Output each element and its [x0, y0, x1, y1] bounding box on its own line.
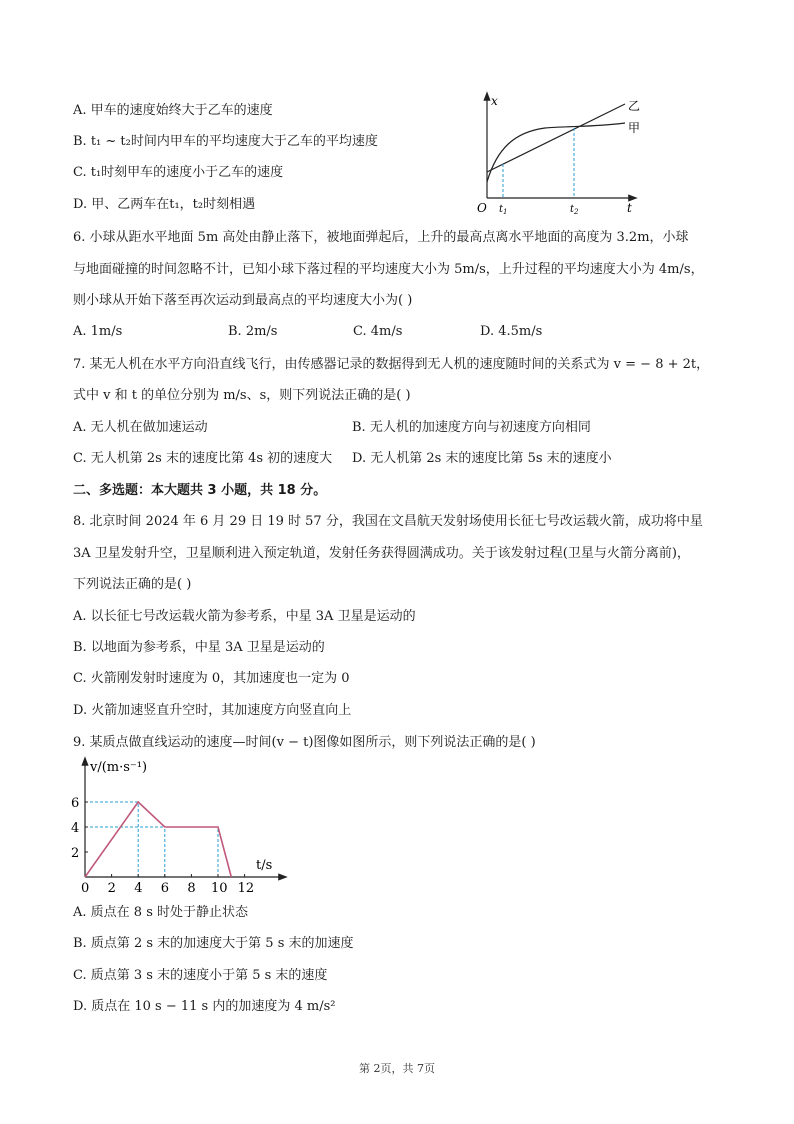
- section-heading-multiple-choice: 二、多选题：本大题共 3 小题，共 18 分。: [73, 483, 327, 498]
- q6-option-d: D. 4.5m/s: [480, 324, 543, 339]
- q7-option-c: C. 无人机第 2s 末的速度比第 4s 初的速度大: [73, 451, 333, 466]
- q5-x-label: t: [627, 201, 632, 215]
- q5-label-yi: 乙: [628, 99, 641, 113]
- q9-option-a: A. 质点在 8 s 时处于静止状态: [73, 905, 248, 920]
- q9-x-tick-label: 8: [187, 881, 196, 896]
- q5-option-a: A. 甲车的速度始终大于乙车的速度: [73, 103, 273, 118]
- q9-y-tick-label: 6: [71, 796, 80, 811]
- svg-text:t2: [570, 204, 579, 216]
- q9-y-tick-label: 2: [71, 846, 80, 861]
- q6-option-a: A. 1m/s: [73, 324, 123, 339]
- q5-option-b: B. t₁ ~ t₂时间内甲车的平均速度大于乙车的平均速度: [73, 134, 378, 149]
- q9-x-tick-label: 12: [237, 881, 255, 896]
- q5-option-d: D. 甲、乙两车在t₁，t₂时刻相遇: [73, 197, 256, 212]
- q8-option-c: C. 火箭刚发射时速度为 0，其加速度也一定为 0: [73, 671, 350, 686]
- q9-stem: 9. 某质点做直线运动的速度—时间(v − t)图像如图所示，则下列说法正确的是( ): [73, 735, 536, 750]
- q5-curve-jia: [487, 123, 625, 182]
- q5-line-yi: [487, 104, 625, 172]
- q9-vt-chart: [58, 755, 298, 900]
- q5-t2-label: t: [570, 204, 575, 215]
- q6-option-c: C. 4m/s: [353, 324, 403, 339]
- q5-y-label: x: [491, 94, 498, 108]
- q9-x-tick-label: 0: [81, 881, 90, 896]
- page-footer: 第 2页，共 7页: [359, 1062, 435, 1075]
- q5-t2-sub: 2: [574, 208, 579, 216]
- q9-y-tick-label: 4: [71, 821, 80, 836]
- q9-x-tick-label: 2: [107, 881, 116, 896]
- q8-stem-line3: 下列说法正确的是( ): [73, 577, 192, 592]
- q9-velocity-line: [85, 802, 231, 877]
- q5-t1-sub: 1: [503, 208, 508, 216]
- q8-option-d: D. 火箭加速竖直升空时，其加速度方向竖直向上: [73, 703, 352, 718]
- q5-label-jia: 甲: [628, 121, 641, 135]
- q9-option-d: D. 质点在 10 s − 11 s 内的加速度为 4 m/s²: [73, 999, 336, 1014]
- q9-y-axis-label: v/(m·s⁻¹): [90, 760, 148, 775]
- q6-stem-line2: 与地面碰撞的时间忽略不计，已知小球下落过程的平均速度大小为 5m/s，上升过程的平均速度大小为 4m/s，: [73, 262, 704, 277]
- q6-stem-line1: 6. 小球从距水平地面 5m 高处由静止落下，被地面弹起后，上升的最高点离水平地面的高度为 3.2m，小球: [73, 230, 689, 245]
- q9-x-axis-label: t/s: [256, 858, 273, 873]
- q5-xt-figure: [475, 90, 645, 220]
- q8-stem-line2: 3A 卫星发射升空，卫星顺利进入预定轨道，发射任务获得圆满成功。关于该发射过程(卫星与火箭分离前)，: [73, 546, 690, 561]
- q6-option-b: B. 2m/s: [228, 324, 278, 339]
- q7-option-a: A. 无人机在做加速运动: [73, 420, 208, 435]
- q7-option-b: B. 无人机的加速度方向与初速度方向相同: [352, 420, 591, 435]
- q8-stem-line1: 8. 北京时间 2024 年 6 月 29 日 19 时 57 分，我国在文昌航天发射场使用长征七号改运载火箭，成功将中星: [73, 514, 703, 529]
- q8-option-a: A. 以长征七号改运载火箭为参考系，中星 3A 卫星是运动的: [73, 609, 416, 624]
- q5-option-c: C. t₁时刻甲车的速度小于乙车的速度: [73, 165, 284, 180]
- q9-x-tick-label: 4: [134, 881, 143, 896]
- q7-stem-line1: 7. 某无人机在水平方向沿直线飞行，由传感器记录的数据得到无人机的速度随时间的关系式为 v = − 8 + 2t，: [73, 357, 710, 372]
- q9-x-tick-label: 6: [160, 881, 170, 896]
- q6-stem-line3: 则小球从开始下落至再次运动到最高点的平均速度大小为( ): [73, 293, 413, 308]
- q5-t1-label: t: [499, 204, 504, 215]
- q5-origin: O: [477, 201, 487, 215]
- q9-x-tick-label: 10: [211, 881, 228, 896]
- q8-option-b: B. 以地面为参考系，中星 3A 卫星是运动的: [73, 640, 325, 655]
- q7-option-d: D. 无人机第 2s 末的速度比第 5s 末的速度小: [352, 451, 612, 466]
- q9-option-b: B. 质点第 2 s 末的加速度大于第 5 s 末的加速度: [73, 936, 354, 951]
- svg-text:t1: [499, 204, 508, 216]
- q9-option-c: C. 质点第 3 s 末的速度小于第 5 s 末的速度: [73, 968, 328, 983]
- q7-stem-line2: 式中 v 和 t 的单位分别为 m/s、s，则下列说法正确的是( ): [73, 388, 411, 403]
